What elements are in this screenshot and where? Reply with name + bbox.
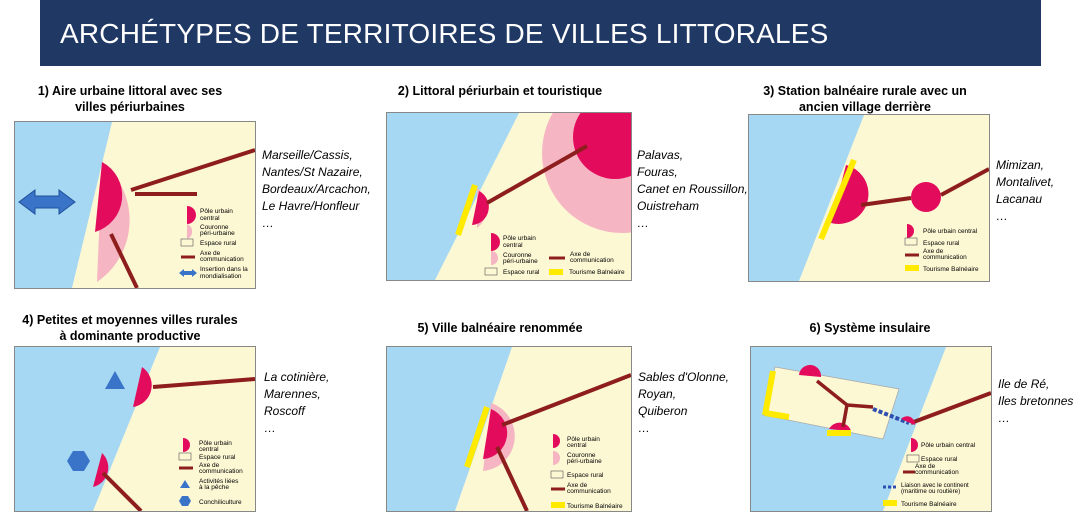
svg-text:Axe de: Axe de	[199, 462, 220, 469]
svg-text:Couronne: Couronne	[567, 452, 596, 459]
svg-text:central: central	[199, 446, 219, 453]
legend-rural-icon	[181, 239, 193, 246]
svg-text:Liaison avec le continent: Liaison avec le continent	[901, 482, 969, 489]
svg-text:Pôle urbain: Pôle urbain	[199, 440, 232, 447]
axis-road	[847, 405, 873, 407]
svg-text:central: central	[503, 242, 523, 249]
svg-text:central: central	[200, 215, 220, 222]
page-title: ARCHÉTYPES DE TERRITOIRES DE VILLES LITTORALES	[60, 18, 829, 49]
panel-5-title: 5) Ville balnéaire renommée	[417, 321, 583, 335]
svg-text:Espace rural: Espace rural	[923, 240, 960, 247]
panel-2-cities: Palavas, Fouras, Canet en Roussillon, Ouistreham …	[637, 148, 748, 230]
svg-text:Axe de: Axe de	[915, 463, 936, 470]
svg-text:Couronne: Couronne	[503, 252, 532, 259]
svg-text:Espace rural: Espace rural	[503, 269, 540, 276]
panel-3-map	[748, 114, 990, 282]
svg-text:Tourisme Balnéaire: Tourisme Balnéaire	[567, 503, 623, 510]
svg-text:Couronne: Couronne	[200, 224, 229, 231]
svg-text:Espace rural: Espace rural	[567, 472, 604, 479]
svg-text:Pôle urbain: Pôle urbain	[503, 235, 536, 242]
svg-text:(maritime ou routière): (maritime ou routière)	[901, 488, 961, 495]
svg-text:Pôle urbain: Pôle urbain	[567, 436, 600, 443]
panel-3-title: 3) Station balnéaire rurale avec un ancien village derrière	[763, 84, 967, 114]
svg-text:Insertion dans la: Insertion dans la	[200, 266, 248, 273]
svg-text:Axe de: Axe de	[200, 250, 221, 257]
panel-4-cities: La cotinière, Marennes, Roscoff …	[264, 370, 330, 435]
panel-1-cities: Marseille/Cassis, Nantes/St Nazaire, Bordeaux/Arcachon, Le Havre/Honfleur …	[262, 148, 371, 230]
svg-text:Espace rural: Espace rural	[199, 454, 236, 461]
svg-text:Pôle urbain: Pôle urbain	[200, 208, 233, 215]
svg-text:Pôle urbain central: Pôle urbain central	[923, 228, 978, 235]
svg-text:péri-urbaine: péri-urbaine	[567, 458, 602, 465]
svg-text:Activités liées: Activités liées	[199, 478, 239, 485]
svg-text:Espace rural: Espace rural	[921, 456, 958, 463]
svg-text:communication: communication	[199, 468, 243, 475]
legend-tourism-icon	[551, 502, 565, 508]
tourism-beach	[765, 413, 789, 417]
panel-2-title: 2) Littoral périurbain et touristique	[397, 84, 603, 98]
svg-text:communication: communication	[567, 488, 611, 495]
legend-tourism-icon	[905, 265, 919, 271]
svg-text:Axe de: Axe de	[567, 482, 588, 489]
legend-rural-icon	[179, 453, 191, 460]
svg-text:Tourisme Balnéaire: Tourisme Balnéaire	[923, 266, 979, 273]
panel-1-title: 1) Aire urbaine littoral avec ses villes périurbaines	[37, 84, 223, 114]
svg-text:communication: communication	[923, 254, 967, 261]
panel-3-cities: Mimizan, Montalivet, Lacanau …	[996, 158, 1055, 223]
svg-text:Tourisme Balnéaire: Tourisme Balnéaire	[901, 501, 957, 508]
legend-rural-icon	[551, 471, 563, 478]
title-banner	[40, 0, 1041, 66]
legend-tourism-icon	[549, 269, 563, 275]
svg-text:péri-urbaine: péri-urbaine	[503, 258, 538, 265]
svg-text:Conchiliculture: Conchiliculture	[199, 499, 242, 506]
panel-6-title: 6) Système insulaire	[809, 321, 931, 335]
panel-5-map	[386, 346, 632, 512]
legend-tourism-icon	[883, 500, 897, 506]
svg-text:central: central	[567, 442, 587, 449]
svg-text:péri-urbaine: péri-urbaine	[200, 230, 235, 237]
svg-text:communication: communication	[200, 256, 244, 263]
svg-text:Tourisme Balnéaire: Tourisme Balnéaire	[569, 269, 625, 276]
panel-4-title: 4) Petites et moyennes villes rurales à dominante productive	[22, 313, 238, 343]
panel-6-map	[750, 346, 992, 512]
legend-rural-icon	[905, 238, 917, 245]
svg-text:Espace rural: Espace rural	[200, 240, 237, 247]
panel-6-cities: Ile de Ré, Iles bretonnes …	[998, 377, 1074, 425]
legend-rural-icon	[907, 455, 919, 462]
legend-rural-icon	[485, 268, 497, 275]
svg-text:communication: communication	[570, 257, 614, 264]
svg-text:à la pêche: à la pêche	[199, 484, 229, 491]
svg-text:communication: communication	[915, 469, 959, 476]
svg-text:Axe de: Axe de	[923, 248, 944, 255]
panel-1-map	[14, 121, 256, 289]
panel-5-cities: Sables d'Olonne, Royan, Quiberon …	[638, 370, 730, 435]
panel-2-map	[386, 112, 632, 281]
ancien-village	[911, 182, 941, 212]
panel-4-map	[14, 346, 256, 512]
svg-text:Pôle urbain central: Pôle urbain central	[921, 442, 976, 449]
svg-text:mondialisation: mondialisation	[200, 273, 242, 280]
svg-text:Axe de: Axe de	[570, 251, 591, 258]
